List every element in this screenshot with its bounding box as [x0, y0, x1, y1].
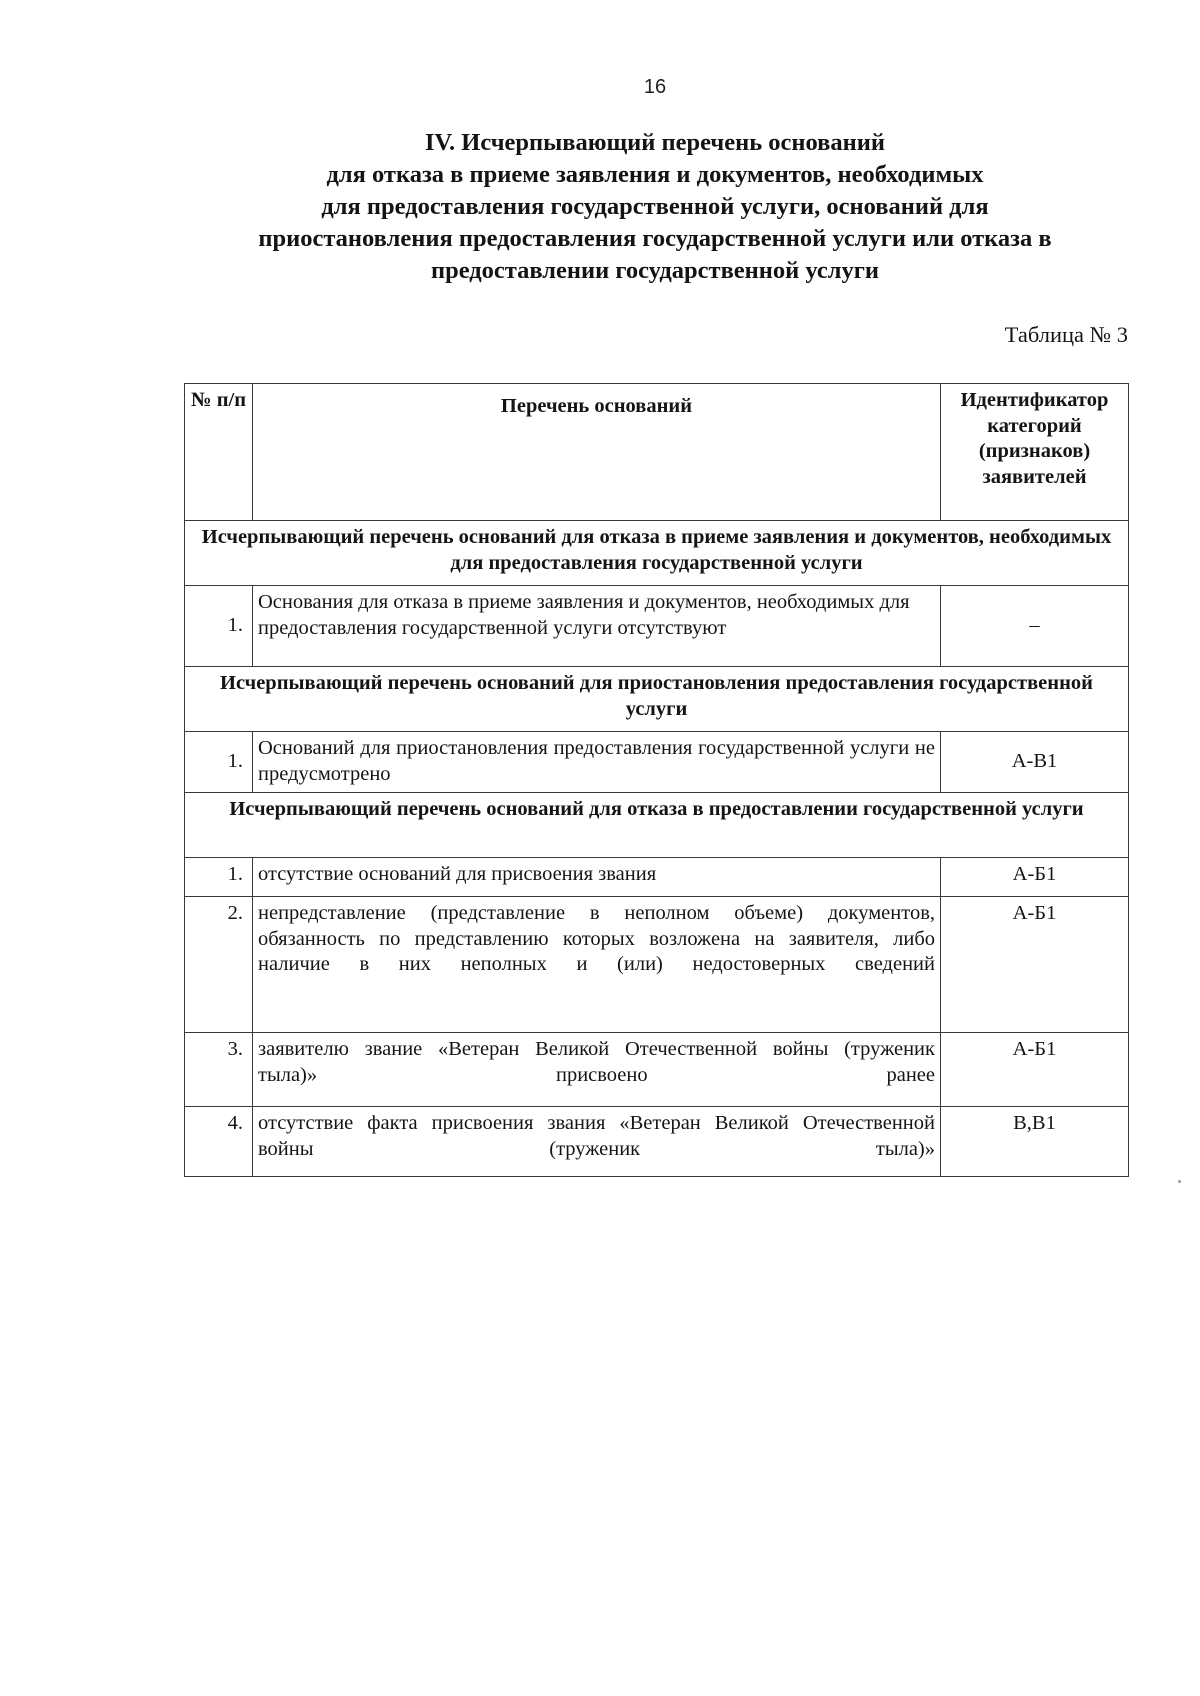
row-identifier: А-В1 [941, 732, 1129, 793]
section-title-line: для отказа в приеме заявления и документов, необходимых [326, 161, 984, 188]
row-text: заявителю звание «Ветеран Великой Отечественной войны (труженик тыла)» присвоено ранее [253, 1033, 941, 1107]
page-number: 16 [643, 76, 667, 98]
section-title-line: предоставлении государственной услуги [430, 257, 880, 284]
section-title-line: приостановления предоставления государственной услуги или отказа в [258, 225, 1052, 252]
row-text: отсутствие оснований для присвоения звания [253, 858, 941, 897]
table-header-row [185, 384, 1129, 521]
row-identifier: В,В1 [941, 1107, 1129, 1177]
group-title: Исчерпывающий перечень оснований для отказа в предоставлении государственной услуги [185, 793, 1129, 858]
section-title-line: для предоставления государственной услуги, оснований для [321, 193, 989, 220]
row-text: Основания для отказа в приеме заявления и документов, необходимых для предоставления государственной услуги отсутствуют [253, 586, 941, 667]
header-number: № п/п [185, 384, 253, 521]
row-identifier: А-Б1 [941, 858, 1129, 897]
section-title [150, 127, 1160, 287]
group-header-row [185, 521, 1129, 586]
table-row [185, 858, 1129, 897]
table-row [185, 897, 1129, 1033]
row-number: 3. [185, 1033, 253, 1107]
header-grounds: Перечень оснований [253, 384, 941, 521]
row-text: непредставление (представление в неполном объеме) документов, обязанность по представлению которых возложена на заявителя, либо наличие в них неполных и (или) недостоверных сведений [253, 897, 941, 1033]
table-row [185, 586, 1129, 667]
row-number: 1. [185, 732, 253, 793]
table-row [185, 1033, 1129, 1107]
table-caption: Таблица № 3 [1004, 322, 1128, 347]
group-header-row [185, 793, 1129, 858]
group-title: Исчерпывающий перечень оснований для отказа в приеме заявления и документов, необходимых для предоставления государственной услуги [185, 521, 1129, 586]
row-identifier: А-Б1 [941, 1033, 1129, 1107]
row-identifier: А-Б1 [941, 897, 1129, 1033]
row-number: 4. [185, 1107, 253, 1177]
scan-speck [1178, 1180, 1181, 1183]
grounds-table [184, 383, 1129, 1177]
table-row [185, 732, 1129, 793]
group-title: Исчерпывающий перечень оснований для приостановления предоставления государственной услуги [185, 667, 1129, 732]
row-number: 1. [185, 586, 253, 667]
row-number: 1. [185, 858, 253, 897]
row-number: 2. [185, 897, 253, 1033]
section-title-line: IV. Исчерпывающий перечень оснований [424, 129, 886, 156]
header-identifier: Идентификатор категорий (признаков) заявителей [941, 384, 1129, 521]
row-identifier: – [941, 586, 1129, 667]
group-header-row [185, 667, 1129, 732]
table-row [185, 1107, 1129, 1177]
row-text: Оснований для приостановления предоставления государственной услуги не предусмотрено [253, 732, 941, 793]
row-text: отсутствие факта присвоения звания «Ветеран Великой Отечественной войны (труженик тыла)» [253, 1107, 941, 1177]
